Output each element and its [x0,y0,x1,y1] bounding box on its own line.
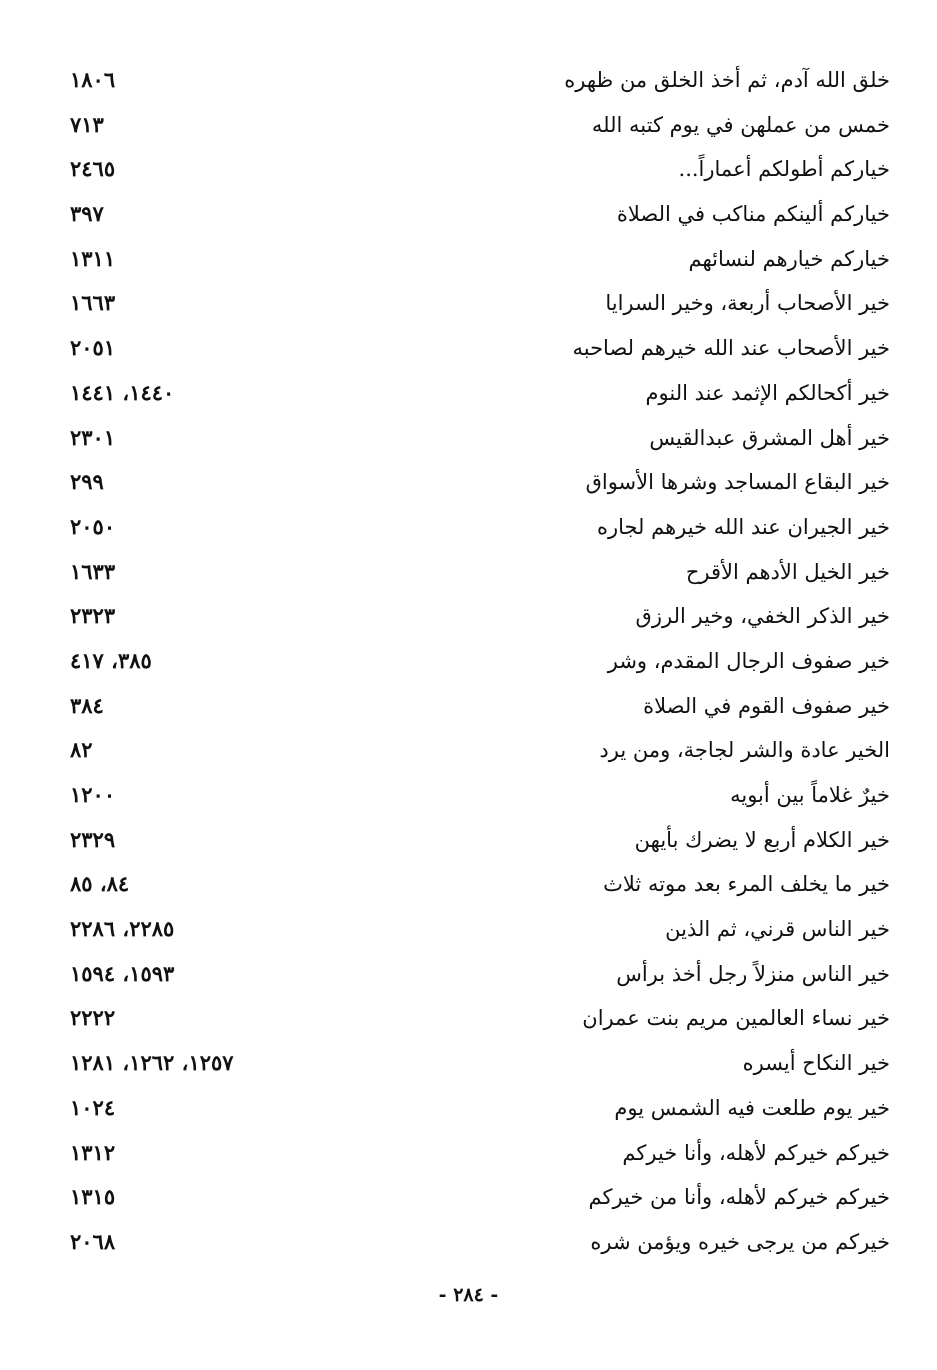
entry-text: خياركم ألينكم مناكب في الصلاة [616,202,890,227]
page-number: - ٢٨٤ - [438,1284,499,1306]
entry-reference-numbers: ١٣١١ [70,245,116,271]
entry-reference-numbers: ٢٠٥١ [70,335,116,361]
entry-reference-numbers: ١٣١٥ [70,1184,116,1210]
entry-reference-numbers: ٨٢ [70,737,93,763]
index-entry [60,952,890,997]
index-entry [60,907,890,952]
entry-reference-numbers: ٨٤، ٨٥ [70,871,130,897]
entry-reference-numbers: ١٢٠٠ [70,782,116,807]
index-entry [60,773,890,818]
entry-text: خير ما يخلف المرء بعد موته ثلاث [603,872,890,897]
entry-text: خير يوم طلعت فيه الشمس يوم [614,1095,890,1120]
entry-reference-numbers: ١٨٠٦ [70,67,116,92]
entry-reference-numbers: ١٤٤٠، ١٤٤١ [70,379,175,405]
entry-text: خير الذكر الخفي، وخير الرزق [635,604,890,629]
entry-text: خلق الله آدم، ثم أخذ الخلق من ظهره [564,68,890,92]
index-entry [60,371,890,416]
entry-text: خير الجيران عند الله خيرهم لجاره [596,514,890,539]
entry-text: خير أهل المشرق عبدالقيس [649,425,890,450]
entry-reference-numbers: ١٣١٢ [70,1139,116,1165]
entry-reference-numbers: ٢٠٥٠ [70,513,116,539]
index-entry [60,281,890,326]
entry-reference-numbers: ٢٠٦٨ [70,1228,116,1254]
index-entry [60,237,890,282]
entry-reference-numbers: ١٥٩٣، ١٥٩٤ [70,960,175,986]
index-entry [60,550,890,595]
index-entry [60,58,890,103]
index-entry [60,1086,890,1131]
entry-text: خير النكاح أيسره [742,1051,890,1076]
entry-text: خيركم خيركم لأهله، وأنا خيركم [622,1140,890,1165]
index-entry [60,594,890,639]
entry-text: خيرٌ غلاماً بين أبويه [730,783,890,807]
entry-reference-numbers: ١٠٢٤ [70,1094,116,1120]
entry-text: خير الناس قرني، ثم الذين [665,917,890,942]
entry-text: خيركم خيركم لأهله، وأنا من خيركم [588,1185,890,1210]
entry-reference-numbers: ٣٩٧ [70,201,104,227]
entry-text: خياركم خيارهم لنسائهم [688,246,890,271]
entry-text: خير الخيل الأدهم الأقرح [685,559,890,584]
index-entry [60,326,890,371]
entry-reference-numbers: ١٦٣٣ [70,558,116,584]
index-entry [60,1175,890,1220]
index-entry [60,460,890,505]
entry-text: خير نساء العالمين مريم بنت عمران [582,1006,890,1031]
entry-text: خمس من عملهن في يوم كتبه الله [591,112,890,137]
index-entry [60,996,890,1041]
index-entry [60,505,890,550]
entry-reference-numbers: ٢٤٦٥ [70,156,116,182]
entry-reference-numbers: ٢٢٢٢ [70,1005,116,1031]
entry-text: خير الكلام أربع لا يضرك بأيهن [634,827,890,852]
index-entry [60,147,890,192]
entry-reference-numbers: ٢٣٢٩ [70,826,116,852]
entry-reference-numbers: ٢٩٩ [70,469,104,495]
entry-reference-numbers: ١٦٦٣ [70,290,116,316]
entry-reference-numbers: ١٢٥٧، ١٢٦٢، ١٢٨١ [70,1050,234,1076]
index-entry [60,639,890,684]
index-entry [60,1131,890,1176]
entry-text: الخير عادة والشر لجاجة، ومن يرد [599,738,890,763]
index-entry [60,684,890,729]
entry-text: خير أكحالكم الإثمد عند النوم [645,380,890,405]
entry-text: خير البقاع المساجد وشرها الأسواق [585,470,890,495]
entry-text: خير الناس منزلاً رجل أخذ برأس [616,961,890,986]
entry-reference-numbers: ٢٢٨٥، ٢٢٨٦ [70,916,175,942]
entry-reference-numbers: ٢٣٠١ [70,424,116,450]
entry-reference-numbers: ٣٨٥، ٤١٧ [70,647,152,673]
entry-text: خير الأصحاب أربعة، وخير السرايا [605,291,890,316]
entry-text: خير صفوف القوم في الصلاة [643,693,890,718]
index-entry [60,192,890,237]
entry-text: خياركم أطولكم أعماراً... [678,157,890,182]
index-entry-list [60,58,890,1265]
entry-reference-numbers: ٣٨٤ [70,692,104,718]
index-entry [60,862,890,907]
index-entry [60,728,890,773]
entry-text: خير الأصحاب عند الله خيرهم لصاحبه [572,336,890,361]
entry-reference-numbers: ٧١٣ [70,111,104,137]
index-entry [60,103,890,148]
index-entry [60,1220,890,1265]
entry-text: خير صفوف الرجال المقدم، وشر [607,648,890,673]
index-entry [60,416,890,461]
entry-text: خيركم من يرجى خيره ويؤمن شره [590,1229,890,1254]
entry-reference-numbers: ٢٣٢٣ [70,603,116,629]
index-entry [60,818,890,863]
index-entry [60,1041,890,1086]
